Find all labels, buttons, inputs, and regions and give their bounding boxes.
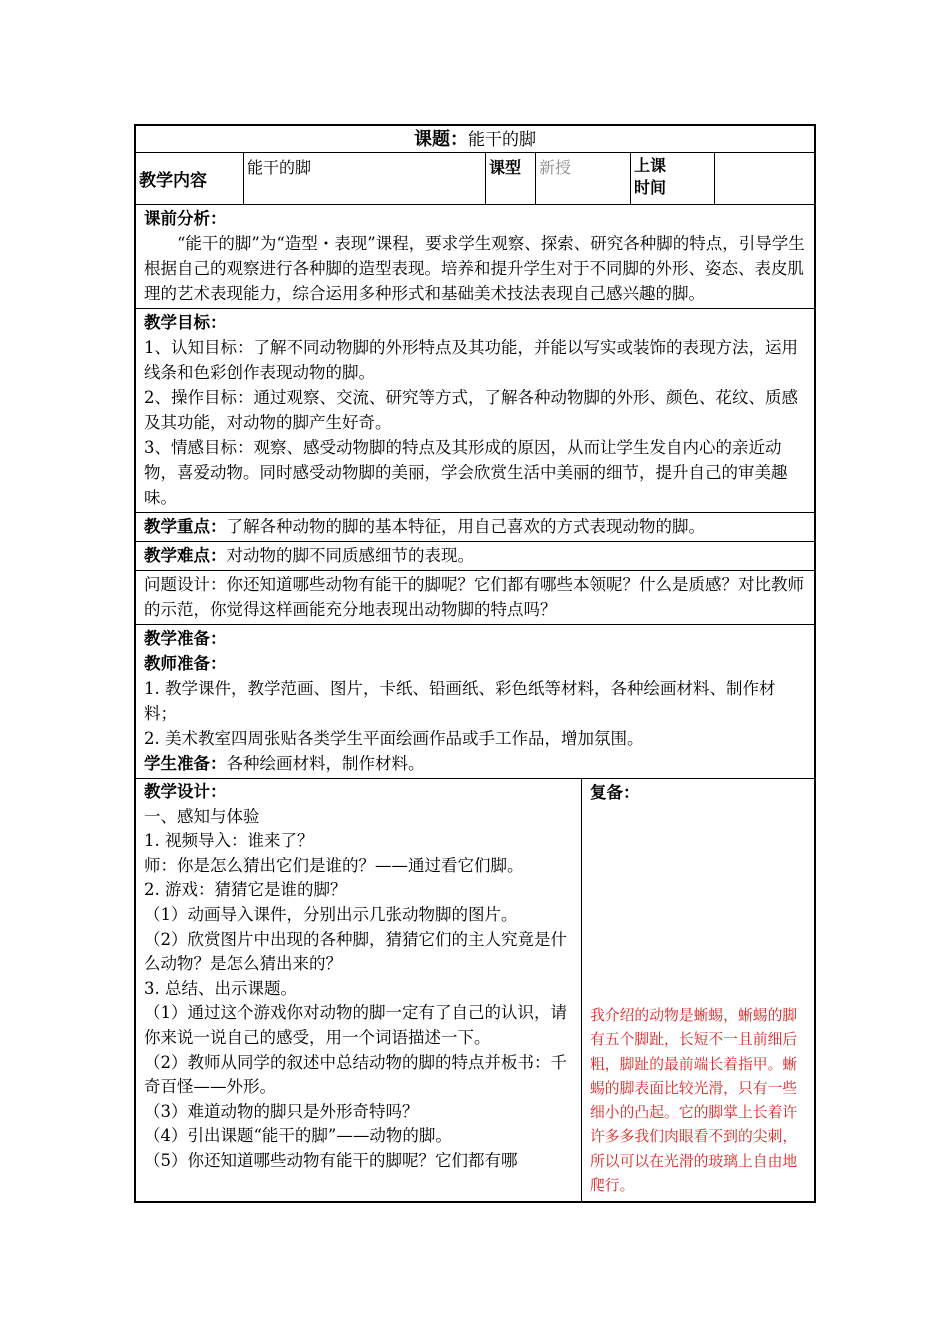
title-label: 课题：	[414, 129, 468, 150]
analysis-section	[136, 205, 814, 309]
design-line: 2. 游戏：猜猜它是谁的脚？	[144, 880, 347, 900]
design-label: 教学设计：	[144, 782, 227, 801]
design-line: （1）通过这个游戏你对动物的脚一定有了自己的认识，请你来说一说自己的感受，用一个词语描述一下。	[144, 1003, 567, 1047]
question-label: 问题设计：	[144, 575, 227, 594]
teacher-prep-item: 2. 美术教室四周张贴各类学生平面绘画作品或手工作品，增加氛围。	[144, 729, 644, 748]
info-row	[136, 153, 814, 205]
title-row	[136, 126, 814, 153]
design-line: 1. 视频导入：谁来了？	[144, 831, 314, 851]
review-note: 我介绍的动物是蜥蜴，蜥蜴的脚有五个脚趾，长短不一且前细后粗，脚趾的最前端长着指甲。蜥蜴的脚表面比较光滑，只有一些细小的凸起。它的脚掌上长着许许多多我们肉眼看不到的尖刺，所以可以在光滑的玻璃上自由地爬行。	[590, 1007, 798, 1195]
key-point-label: 教学重点：	[144, 517, 227, 536]
difficulty-text: 对动物的脚不同质感细节的表现。	[226, 546, 474, 565]
analysis-text: “能干的脚”为“造型・表现”课程，要求学生观察、探索、研究各种脚的特点，引导学生根据自己的观察进行各种脚的造型表现。培养和提升学生对于不同脚的外形、姿态、表皮肌理的艺术表现能力，综合运用多种形式和基础美术技法表现自己感兴趣的脚。	[144, 234, 805, 303]
difficulty-label: 教学难点：	[144, 546, 227, 565]
type-label: 课型	[486, 153, 536, 204]
goal-item: 3、情感目标：观察、感受动物脚的特点及其形成的原因，从而让学生发自内心的亲近动物，喜爱动物。同时感受动物脚的美丽，学会欣赏生活中美丽的细节，提升自己的审美趣味。	[144, 438, 788, 507]
preparation-section	[136, 625, 814, 779]
design-line: 3. 总结、出示课题。	[144, 978, 297, 998]
preparation-label: 教学准备：	[144, 629, 227, 648]
difficulty-section	[136, 542, 814, 571]
time-value	[715, 153, 814, 204]
lesson-plan-table	[134, 124, 816, 1203]
design-line: （2）教师从同学的叙述中总结动物的脚的特点并板书：千奇百怪——外形。	[144, 1052, 567, 1097]
key-point-section	[136, 513, 814, 542]
student-prep-label: 学生准备：	[144, 754, 227, 773]
design-line: （5）你还知道哪些动物有能干的脚呢？它们都有哪	[144, 1150, 518, 1170]
analysis-label: 课前分析：	[144, 209, 227, 228]
design-line: （3）难道动物的脚只是外形奇特吗？	[144, 1101, 419, 1121]
review-label: 复备：	[590, 783, 640, 802]
teacher-prep-label: 教师准备：	[144, 654, 227, 673]
design-section	[136, 779, 814, 1201]
goals-label: 教学目标：	[144, 313, 227, 332]
question-section	[136, 571, 814, 625]
title-value: 能干的脚	[468, 130, 536, 150]
student-prep-text: 各种绘画材料，制作材料。	[226, 754, 425, 773]
design-line: 一、感知与体验	[144, 806, 260, 826]
design-line: （4）引出课题“能干的脚”——动物的脚。	[144, 1126, 452, 1146]
goal-item: 1、认知目标：了解不同动物脚的外形特点及其功能，并能以写实或装饰的表现方法，运用线条和色彩创作表现动物的脚。	[144, 338, 798, 382]
key-point-text: 了解各种动物的脚的基本特征，用自己喜欢的方式表现动物的脚。	[226, 517, 705, 536]
question-text: 你还知道哪些动物有能干的脚呢？它们都有哪些本领呢？什么是质感？对比教师的示范，你觉得这样画能充分地表现出动物脚的特点吗？	[144, 575, 804, 619]
goals-section	[136, 309, 814, 513]
review-column	[582, 779, 814, 1201]
teacher-prep-item: 1. 教学课件，教学范画、图片，卡纸、铅画纸、彩色纸等材料，各种绘画材料、制作材料；	[144, 679, 776, 723]
design-column	[136, 779, 582, 1201]
content-label: 教学内容	[136, 153, 244, 204]
goal-item: 2、操作目标：通过观察、交流、研究等方式，了解各种动物脚的外形、颜色、花纹、质感及其功能，对动物的脚产生好奇。	[144, 388, 798, 432]
time-label: 上课 时间	[631, 153, 715, 204]
design-line: （2）欣赏图片中出现的各种脚，猜猜它们的主人究竟是什么动物？是怎么猜出来的？	[144, 929, 567, 974]
design-line: （1）动画导入课件，分别出示几张动物脚的图片。	[144, 904, 518, 924]
design-line: 师：你是怎么猜出它们是谁的？——通过看它们脚。	[144, 855, 524, 875]
type-value: 新授	[536, 153, 631, 204]
content-value: 能干的脚	[244, 153, 486, 204]
